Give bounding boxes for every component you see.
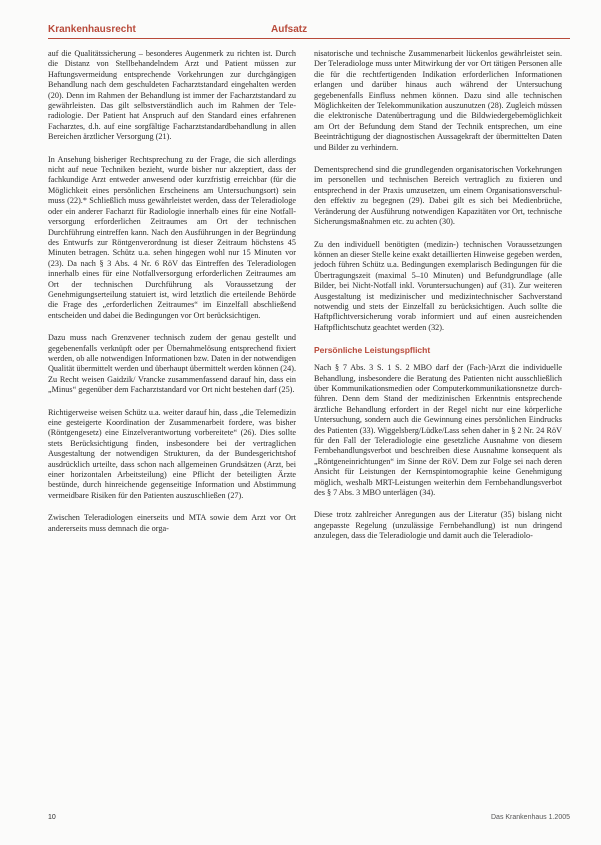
paragraph: Dementsprechend sind die grundlegenden organisatorischen Vorkehrungen im personellen und technischen Bereich vertraglich zu fixieren und entsprechend in der Praxis umzusetzen, um einem Organisationsverschulden effektiv zu begegnen (29). Dabei gilt es sich bei Medienbrüche, Veränderung der Ausführung notwendigen Kapazitäten vor Ort, technische Sicherungsmaßnahmen etc. zu achten (30).: [314, 165, 562, 227]
paragraph: Richtigerweise weisen Schütz u.a. weiter darauf hin, dass „die Telemedizin eine gesteigerte Koordination der Zusammenarbeit fordere, was bisher (Röntgengesetz) eine Einzelverantwortung vorbereitete“ (26). Dies sollte stets Berücksichtigung finden, insbesondere bei der vertraglichen Ausgestaltung der notwendigen Strukturen, da der Bundesgerichtshof ausdrücklich urteilte, dass schon nach allgemeinen Grundsätzen (Arzt, bei einer horizontalen Arbeitsteilung) eine Pflicht der beteiligten Ärzte bestünde, durch hinreichende gegenseitige Information und Abstimmung vermeidbare Risiken für den Patienten auszuschließen (27).: [48, 407, 296, 500]
page-number: 10: [48, 814, 56, 821]
section-heading: Persönliche Leistungspflicht: [314, 345, 431, 356]
right-column: [314, 49, 562, 554]
left-column: [48, 49, 296, 546]
running-header: [48, 24, 570, 38]
paragraph: Nach § 7 Abs. 3 S. 1 S. 2 MBO darf der (Fach-)Arzt die individuelle Behandlung, insbesondere die Beratung des Patienten nicht ausschließlich über Kommunikationsmedien oder Computerkommunikationsnetze durchführen. Denn dem Stand der medizinischen Erkenntnis entsprechende ärztliche Behandlung erfordert in der Regel nicht nur eine körperliche Untersuchung, sondern auch die Gewinnung eines persönlichen Eindrucks des Patienten (33). Wiggelsberg/Lüdke/Lass sehen daher in § 2 Nr. 24 RöV für den Fall der Teleradiologie eine gesetzliche Ausnahme von diesem Fernbehandlungsverbot und beschreiben diese Ausnahme konsequent als „Röntgeneinrichtungen“ im Sinne der RöV. Dem zur Folge sei nach deren Ansicht für Leistungen der Kernspintomographie keine Genehmigung möglich, weshalb MRT-Leistungen weiterhin dem Fernbehandlungsverbot des § 7 Abs. 3 MBO unterlägen (34).: [314, 363, 562, 498]
header-rule: [48, 38, 570, 39]
journal-citation: Das Krankenhaus 1.2005: [491, 814, 570, 821]
paragraph: nisatorische und technische Zusammenarbeit lückenlos gewährleistet sein. Der Teleradiologe muss unter Mitwirkung der vor Ort tätigen Personen alle die für die rechtfertigenden Indikation erforderlichen Informationen erlangen und darüber hinaus auch während der Untersuchung gegebenenfalls Einfluss nehmen können. Dazu sind alle technischen Möglichkeiten der Telekommunikation auszunutzen (28). Zugleich müssen die elektronische Datenübertragung und die Bildwiedergebemöglichkeit am Ort der Befundung dem Stand der Technik entsprechen, um eine Beeinträchtigung der diagnostischen Aussagekraft der übermittelten Daten und Bilder zu verhindern.: [314, 49, 562, 152]
article-type-label: Aufsatz: [271, 24, 308, 35]
page-footer: [48, 814, 570, 824]
paragraph: auf die Qualitätssicherung – besonderes Augenmerk zu richten ist. Durch die Distanz von Stellbehandelndem Arzt und Patient müssen zur Haftungsvermeidung entsprechende Vorkehrungen zur durchgängigen Behandlung nach dem geschuldeten Facharztstandard eingehalten werden (20). Denn im Rahmen der Behandlung ist immer der Facharztstandard zu gewährleisten. Das gilt selbstverständlich auch im Rahmen der Teleradiologie. Der Patient hat Anspruch auf den Standard eines erfahrenen Facharztes, d.h. auf eine sorgfältige Facharztstandardbehandlung in allen Bereichen ärztlicher Versorgung (21).: [48, 49, 296, 142]
paragraph: Dazu muss nach Grenzvener technisch zudem der genau gestellt und gegebenenfalls verknüpft oder per Übernahmelösung entsprechend fixiert werden, ob alle notwendigen Informationen bzw. Daten in der notwendigen Qualität übermittelt werden und überhaupt übermittelt werden können (24). Zu Recht weisen Gaidzik/ Vrancke zusammenfassend darauf hin, dass ein „Minus“ gegenüber dem Facharztstandard vor Ort nicht bestehen darf (25).: [48, 333, 296, 395]
paragraph: In Ansehung bisheriger Rechtsprechung zu der Frage, die sich allerdings nicht auf neue Techniken bezieht, wurde bisher nur akzeptiert, dass der fachkundige Arzt entweder anwesend oder kurzfristig erreichbar (für die Möglichkeit eines persönlichen Erscheinens am Untersuchungsort) sein muss (22).* Schließlich muss gewährleistet werden, dass der Teleradiologe oder ein anderer Facharzt für Radiologie innerhalb eines für eine Notfallversorgung erforderlichen Zeitraumes am Ort der technischen Durchführung eintreffen kann. Nach den Ausführungen in der Begründung des Entwurfs zur Röntgenverordnung ist dieser Zeitraum höchstens 45 Minuten betragen. Schütz u.a. sehen hingegen wohl nur 15 Minuten vor (23). Da nach § 3 Abs. 4 Nr. 6 RöV das Eintreffen des Teleradiologen innerhalb eines für eine Notfallversorgung erforderlichen Zeitraumes am Ort der technischen Durchführung als Voraussetzung der Genehmigungserteilung statuiert ist, wird letztlich die erteilende Behörde die Frage des „erforderlichen Zeitraumes“ im Einzelfall abschließend entscheiden und dabei die Bedingungen vor Ort berücksichtigen.: [48, 154, 296, 320]
paragraph: Zu den individuell benötigten (medizin-) technischen Voraussetzungen können an dieser Stelle keine exakt detaillierten Hinweise gegeben werden, jedoch führen Schütz u.a. Bedingungen exemplarisch Bedingungen für die Übertragungszeit (maximal 5–10 Minuten) und Befundgrundlage (alle Bilder, bei Nicht-Notfall inkl. Voruntersuchungen) auf (31). Zur weiteren Ausgestaltung ist medizinischer und medizintechnischer Sachverstand notwendig und stets der Einzelfall zu berücksichtigen. Auch sollte die Haftpflichtversicherung vorab informiert und auf einen ausreichenden Haftpflichtschutz geachtet werden (32).: [314, 239, 562, 332]
section-label: Krankenhausrecht: [48, 24, 136, 35]
paragraph: Diese trotz zahlreicher Anregungen aus der Literatur (35) bislang nicht angepasste Regelung (unzulässige Fernbehandlung) ist nun dringend anzulegen, dass die Teleradiologie und damit auch die Teleradiolo-: [314, 510, 562, 541]
paragraph: Zwischen Teleradiologen einerseits und MTA sowie dem Arzt vor Ort andererseits muss demnach die orga-: [48, 513, 296, 533]
